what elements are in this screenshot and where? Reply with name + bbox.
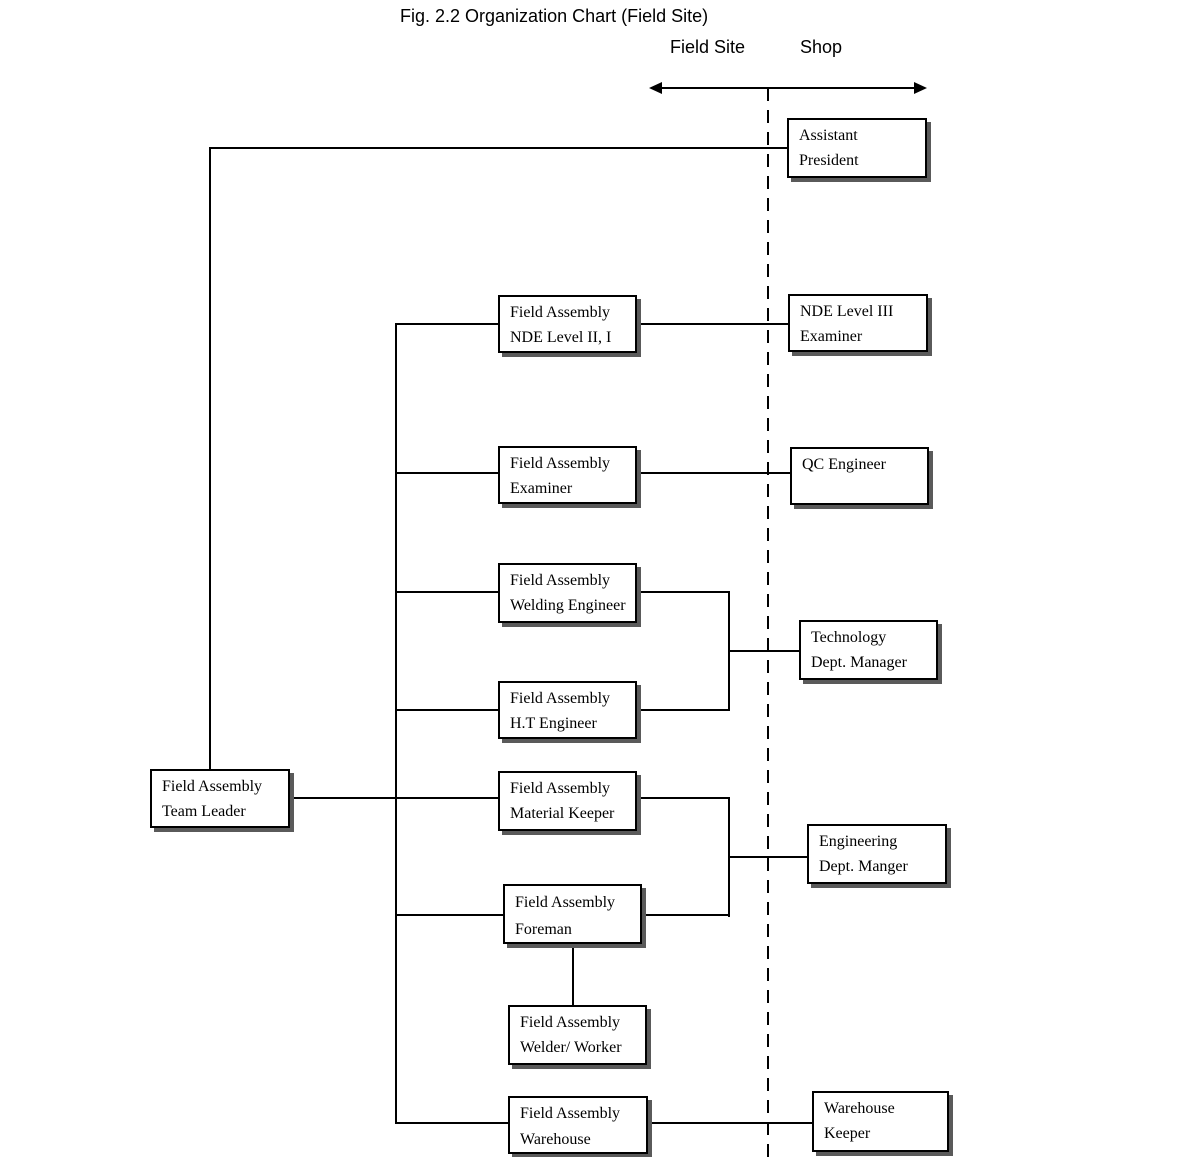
node-label: Field Assembly — [520, 1014, 621, 1031]
node-warehouse-keeper — [812, 1091, 949, 1152]
node-label: Dept. Manger — [819, 858, 908, 875]
connector-president-horizontal — [209, 147, 789, 149]
node-field-assembly-warehouse — [508, 1096, 648, 1154]
connector-president-to-team-leader — [209, 147, 211, 771]
node-technology-dept-manager — [799, 620, 938, 680]
node-label: Field Assembly — [515, 894, 616, 911]
zone-label-field-site: Field Site — [670, 37, 746, 57]
connector-to-eng-manager — [728, 856, 809, 858]
connector-trunk-to-foreman — [395, 914, 505, 916]
node-field-assembly-material-keeper — [498, 771, 637, 831]
node-label: Material Keeper — [510, 805, 615, 822]
node-label: Field Assembly — [510, 780, 611, 797]
node-label: Foreman — [515, 921, 572, 938]
node-nde-level-3-examiner — [788, 294, 928, 352]
node-label: Warehouse — [520, 1131, 591, 1148]
connector-trunk-vertical — [395, 323, 397, 1124]
node-label: Warehouse — [824, 1100, 895, 1117]
node-label: Assistant — [799, 127, 858, 144]
node-label: QC Engineer — [802, 456, 886, 473]
chart-title: Fig. 2.2 Organization Chart (Field Site) — [400, 6, 709, 26]
connector-material-right — [634, 797, 730, 799]
node-label: NDE Level III — [800, 303, 894, 320]
connector-warehouse-to-keeper — [645, 1122, 814, 1124]
node-label: President — [799, 152, 859, 169]
node-label: Field Assembly — [510, 455, 611, 472]
node-field-assembly-welder-worker — [508, 1005, 647, 1065]
node-label: NDE Level II, I — [510, 329, 612, 346]
connector-to-tech-manager — [728, 650, 801, 652]
node-label: Team Leader — [162, 803, 246, 820]
node-label: Field Assembly — [510, 690, 611, 707]
node-label: Technology — [811, 629, 887, 646]
node-label: Examiner — [800, 328, 863, 345]
node-field-assembly-welding-engineer — [498, 563, 637, 623]
node-field-assembly-ht-engineer — [498, 681, 637, 739]
connector-team-leader-to-material — [288, 797, 500, 799]
node-label: Welding Engineer — [510, 597, 626, 614]
node-label: Field Assembly — [510, 572, 611, 589]
node-qc-engineer — [790, 447, 929, 505]
node-label: Engineering — [819, 833, 898, 850]
arrow-right-head-icon — [914, 82, 927, 94]
node-label: Field Assembly — [520, 1105, 621, 1122]
node-field-assembly-examiner — [498, 446, 637, 504]
connector-foreman-right — [640, 914, 730, 916]
connector-welding-right — [634, 591, 730, 593]
connector-trunk-to-examiner — [395, 472, 500, 474]
connector-trunk-to-warehouse — [395, 1122, 510, 1124]
node-field-assembly-nde — [498, 295, 637, 353]
node-label: Keeper — [824, 1125, 871, 1142]
connector-foreman-to-welder — [572, 941, 574, 1007]
node-label: Welder/ Worker — [520, 1039, 622, 1056]
node-field-assembly-team-leader — [150, 769, 290, 828]
zone-arrow-line — [660, 87, 921, 89]
node-field-assembly-foreman — [503, 884, 642, 944]
node-label: H.T Engineer — [510, 715, 597, 732]
connector-ht-right — [634, 709, 730, 711]
zone-divider-dashed-line — [767, 88, 769, 1157]
connector-trunk-to-ht — [395, 709, 500, 711]
connector-trunk-to-welding — [395, 591, 500, 593]
node-label: Dept. Manager — [811, 654, 907, 671]
node-label: Examiner — [510, 480, 573, 497]
connector-nde-to-nde3-examiner — [634, 323, 790, 325]
connector-trunk-to-nde — [395, 323, 500, 325]
connector-examiner-to-qc — [634, 472, 792, 474]
zone-label-shop: Shop — [800, 37, 843, 57]
node-assistant-president — [787, 118, 927, 178]
node-label: Field Assembly — [162, 778, 263, 795]
node-engineering-dept-manger — [807, 824, 947, 884]
node-label: Field Assembly — [510, 304, 611, 321]
